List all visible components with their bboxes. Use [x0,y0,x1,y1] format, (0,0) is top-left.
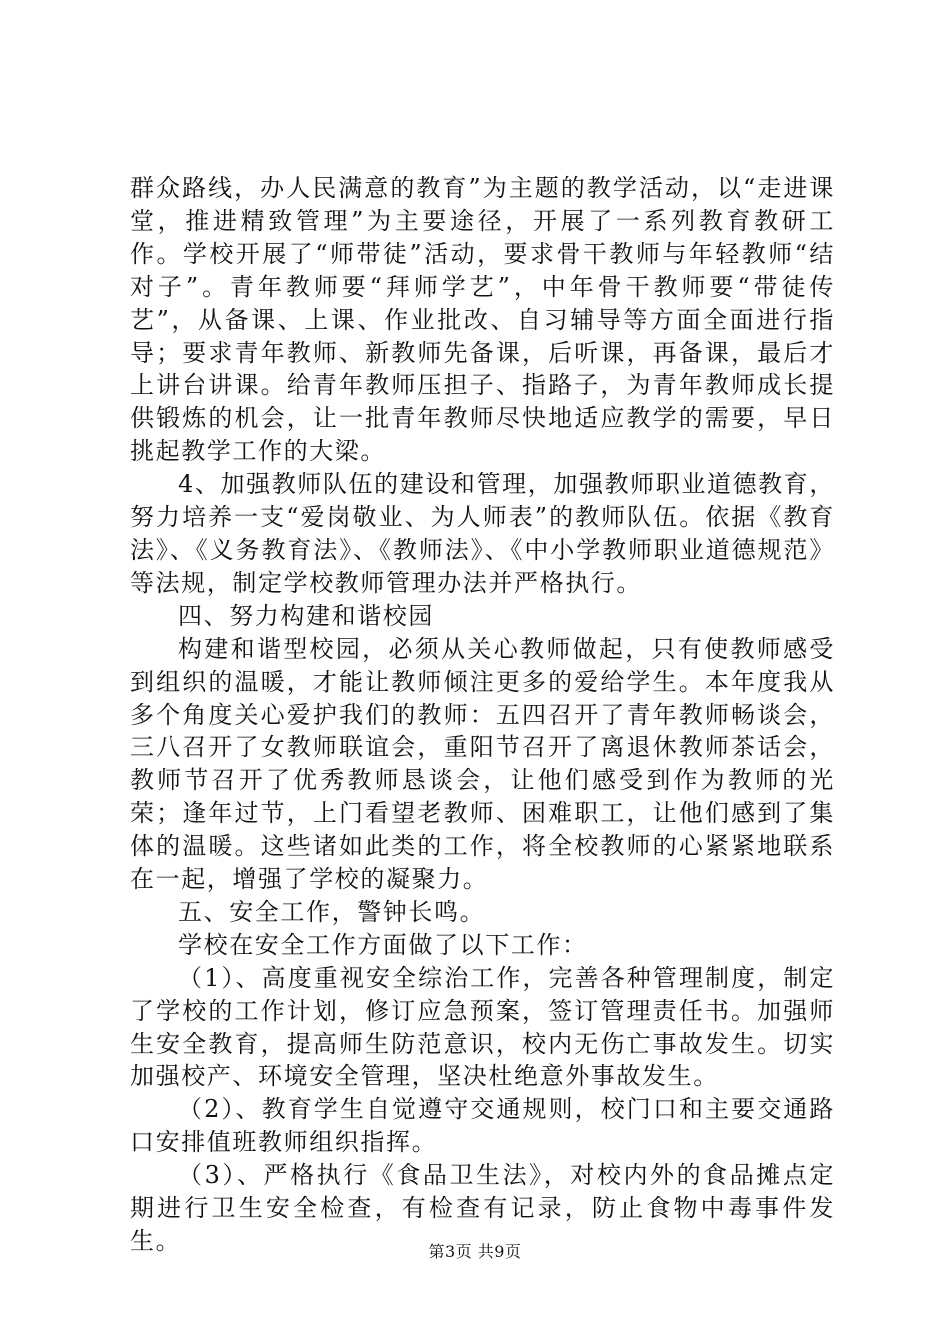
section-heading-safety: 五、安全工作，警钟长鸣。 [178,897,486,926]
paragraph-safety-intro: 学校在安全工作方面做了以下工作： [178,930,588,959]
paragraph-continuation: 群众路线，办人民满意的教育”为主题的教学活动，以“走进课堂，推进精致管理”为主要途径，开展了一系列教育教研工作。学校开展了“师带徒”活动，要求骨干教师与年轻教师“结对子”。青年教师要“拜师学艺”，中年骨干教师要“带徒传艺”，从备课、上课、作业批改、自习辅导等方面全面进行指导；要求青年教师、新教师先备课，后听课，再备课，最后才上讲台讲课。给青年教师压担子、指路子，为青年教师成长提供锻炼的机会，让一批青年教师尽快地适应教学的需要，早日挑起教学工作的大梁。 [130,174,835,466]
paragraph-safety-item-1: （1）、高度重视安全综治工作，完善各种管理制度，制定了学校的工作计划，修订应急预案，签订管理责任书。加强师生安全教育，提高师生防范意识，校内无伤亡事故发生。切实加强校产、环境安全管理，坚决杜绝意外事故发生。 [130,963,835,1091]
paragraph-safety-item-3: （3）、严格执行《食品卫生法》，对校内外的食品摊点定期进行卫生安全检查，有检查有记录，防止食物中毒事件发生。 [130,1161,835,1255]
paragraph-safety-item-2: （2）、教育学生自觉遵守交通规则，校门口和主要交通路口安排值班教师组织指挥。 [130,1095,835,1157]
section-heading-harmonious-campus: 四、努力构建和谐校园 [178,601,434,630]
paragraph-harmonious-campus: 构建和谐型校园，必须从关心教师做起，只有使教师感受到组织的温暖，才能让教师倾注更多的爱给学生。本年度我从多个角度关心爱护我们的教师：五四召开了青年教师畅谈会，三八召开了女教师联谊会，重阳节召开了离退休教师茶话会，教师节召开了优秀教师恳谈会，让他们感受到作为教师的光荣；逢年过节，上门看望老教师、困难职工，让他们感到了集体的温暖。这些诸如此类的工作，将全校教师的心紧紧地联系在一起，增强了学校的凝聚力。 [130,634,835,894]
page-number-footer: 第3页 共9页 [428,1242,522,1261]
document-body [130,172,835,1258]
paragraph-teacher-team: 4、加强教师队伍的建设和管理，加强教师职业道德教育，努力培养一支“爱岗敬业、为人师表”的教师队伍。依据《教育法》、《义务教育法》、《教师法》、《中小学教师职业道德规范》等法规，制定学校教师管理办法并严格执行。 [130,470,835,597]
